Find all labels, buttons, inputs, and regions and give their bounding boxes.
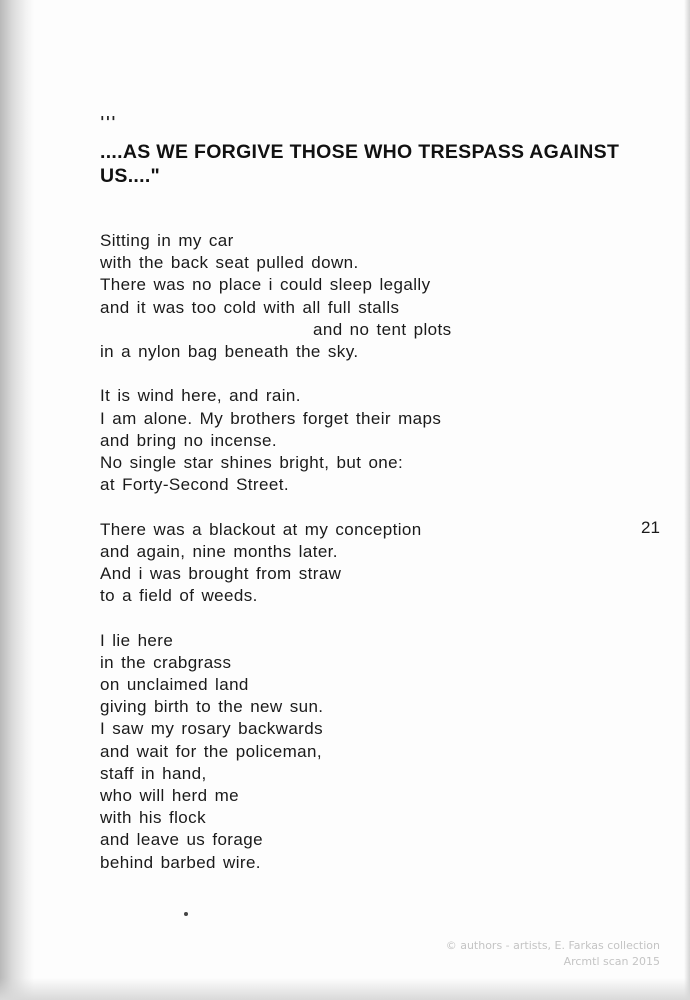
opening-quote-mark: '''	[100, 113, 117, 131]
poem-line: Sitting in my car	[100, 231, 234, 250]
stanza-2	[100, 385, 580, 496]
poem-line: There was a blackout at my conception	[100, 519, 422, 539]
poem-line: and again, nine months later.	[100, 541, 338, 561]
stanza-4	[100, 630, 580, 874]
stanza-1	[100, 230, 580, 363]
poem-line: There was no place i could sleep legally	[100, 275, 431, 295]
credit-line: Arcmtl scan 2015	[563, 955, 660, 968]
stanza-3	[100, 519, 580, 608]
poem-line: with his flock	[100, 808, 206, 828]
poem-line: No single star shines bright, but one:	[100, 453, 404, 473]
print-speck	[184, 912, 188, 916]
poem-line: who will herd me	[100, 786, 240, 806]
poem-line: staff in hand,	[100, 763, 207, 783]
poem-line: I am alone. My brothers forget their maps	[100, 408, 442, 428]
poem-body	[100, 230, 580, 896]
collection-credit	[446, 938, 660, 970]
poem-line: to a field of weeds.	[100, 586, 258, 606]
poem-line: with the back seat pulled down.	[100, 253, 359, 273]
poem-title	[100, 140, 685, 188]
poem-title-line: US...."	[100, 165, 161, 187]
poem-line: in a nylon bag beneath the sky.	[100, 342, 359, 362]
poem-line: It is wind here, and rain.	[100, 386, 301, 406]
credit-line: © authors - artists, E. Farkas collection	[445, 939, 660, 952]
poem-line: on unclaimed land	[100, 675, 249, 695]
poem-line: and bring no incense.	[100, 430, 277, 450]
page-number: 21	[641, 518, 660, 537]
poem-line: I saw my rosary backwards	[100, 719, 323, 739]
poem-line: and leave us forage	[100, 830, 263, 850]
poem-line: in the crabgrass	[100, 652, 232, 672]
poem-line: behind barbed wire.	[100, 852, 261, 872]
poem-title-line: ....AS WE FORGIVE THOSE WHO TRESPASS AGAINST	[100, 141, 620, 163]
poem-line: and it was too cold with all full stalls	[100, 297, 400, 317]
poem-line: I lie here	[100, 630, 174, 650]
poem-line: and wait for the policeman,	[100, 741, 322, 761]
poem-line: giving birth to the new sun.	[100, 697, 324, 717]
poem-line: And i was brought from straw	[100, 564, 342, 584]
binding-shadow	[0, 0, 34, 1000]
page-bottom-edge	[0, 978, 690, 1000]
poem-line: at Forty-Second Street.	[100, 475, 289, 495]
poem-line: and no tent plots	[313, 319, 452, 339]
